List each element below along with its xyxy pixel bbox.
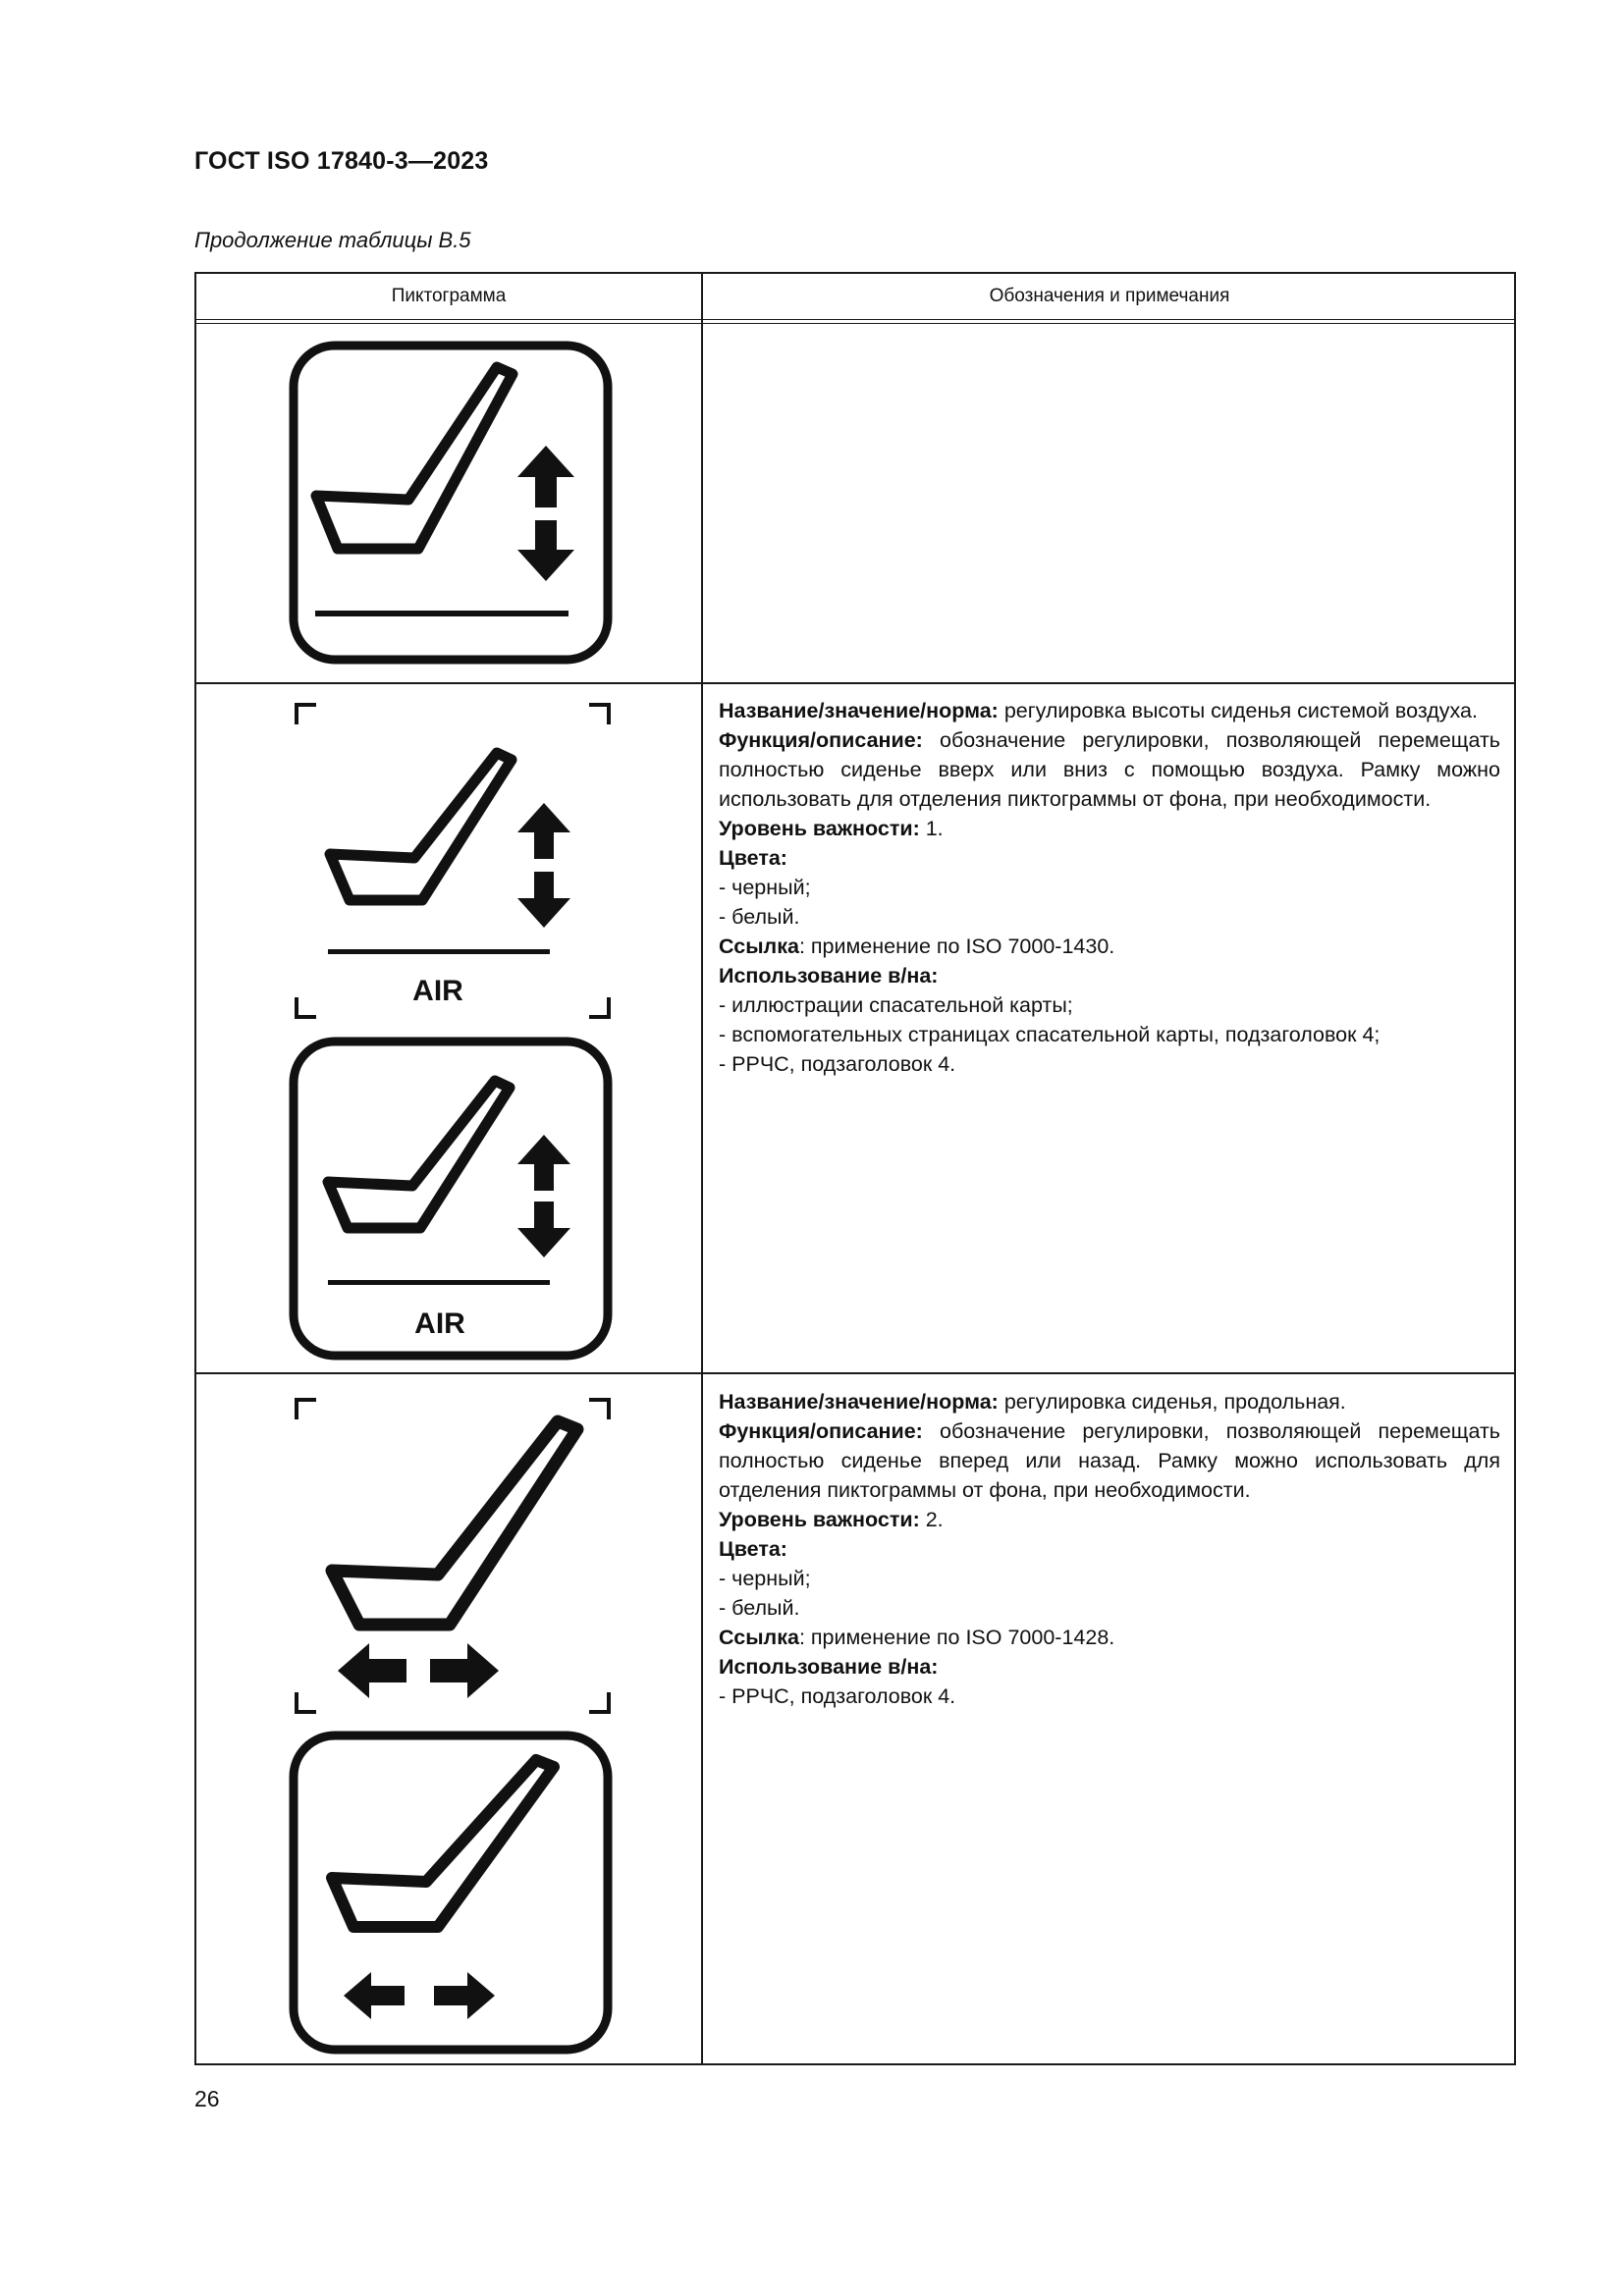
seat-longitudinal-framed-icon — [289, 1731, 613, 2055]
air-label: AIR — [414, 1308, 465, 1340]
column-divider — [701, 274, 703, 2063]
importance-label: Уровень важности: — [719, 817, 920, 840]
importance-value: 1. — [919, 817, 944, 840]
seat-height-air-framed-icon — [289, 1037, 613, 1361]
function-label: Функция/описание: — [719, 1419, 923, 1443]
list-item: - белый. — [719, 905, 800, 929]
seat-height-air-cornered-icon — [291, 699, 615, 1023]
reference-label: Ссылка — [719, 1626, 799, 1649]
reference-value: : применение по ISO 7000-1428. — [798, 1626, 1115, 1649]
function-value: обозначение регулировки, позволяющей перемещать полностью сиденье вперед или назад. Рамку можно использовать для отделения пиктограммы от фона, при необходимости. — [719, 1419, 1500, 1502]
row-air-notes — [719, 696, 1500, 1079]
list-item: - вспомогательных страницах спасательной карты, подзаголовок 4; — [719, 1023, 1380, 1046]
list-item: - белый. — [719, 1596, 800, 1620]
colors-label: Цвета: — [719, 1537, 787, 1561]
header-divider — [196, 319, 1514, 324]
row-longitudinal-notes — [719, 1387, 1500, 1711]
function-value: обозначение регулировки, позволяющей перемещать полностью сиденье вверх или вниз с помощью воздуха. Рамку можно использовать для отделения пиктограммы от фона, при необходимости. — [719, 728, 1500, 811]
name-value: регулировка высоты сиденья системой воздуха. — [998, 699, 1478, 722]
list-item: - черный; — [719, 1567, 811, 1590]
list-item: - РРЧС, подзаголовок 4. — [719, 1052, 956, 1076]
importance-value: 2. — [919, 1508, 944, 1531]
row-divider — [196, 1372, 1514, 1374]
row-divider — [196, 682, 1514, 684]
function-label: Функция/описание: — [719, 728, 923, 752]
list-item: - РРЧС, подзаголовок 4. — [719, 1684, 956, 1708]
header-notes: Обозначения и примечания — [989, 286, 1230, 306]
importance-label: Уровень важности: — [719, 1508, 920, 1531]
reference-label: Ссылка — [719, 934, 799, 958]
air-label: AIR — [412, 975, 463, 1007]
name-label: Название/значение/норма: — [719, 1390, 999, 1414]
page-number: 26 — [194, 2086, 220, 2111]
name-label: Название/значение/норма: — [719, 699, 999, 722]
seat-height-framed-icon — [289, 341, 613, 665]
table-continuation-caption: Продолжение таблицы В.5 — [194, 228, 471, 252]
reference-value: : применение по ISO 7000-1430. — [798, 934, 1115, 958]
doc-code: ГОСТ ISO 17840-3—2023 — [194, 147, 489, 175]
pictogram-table — [194, 272, 1516, 2065]
usage-label: Использование в/на: — [719, 1655, 939, 1679]
header-pictogram: Пиктограмма — [391, 286, 507, 306]
seat-longitudinal-cornered-icon — [291, 1394, 615, 1718]
usage-label: Использование в/на: — [719, 964, 939, 988]
name-value: регулировка сиденья, продольная. — [998, 1390, 1346, 1414]
list-item: - иллюстрации спасательной карты; — [719, 993, 1073, 1017]
list-item: - черный; — [719, 876, 811, 899]
colors-label: Цвета: — [719, 846, 787, 870]
